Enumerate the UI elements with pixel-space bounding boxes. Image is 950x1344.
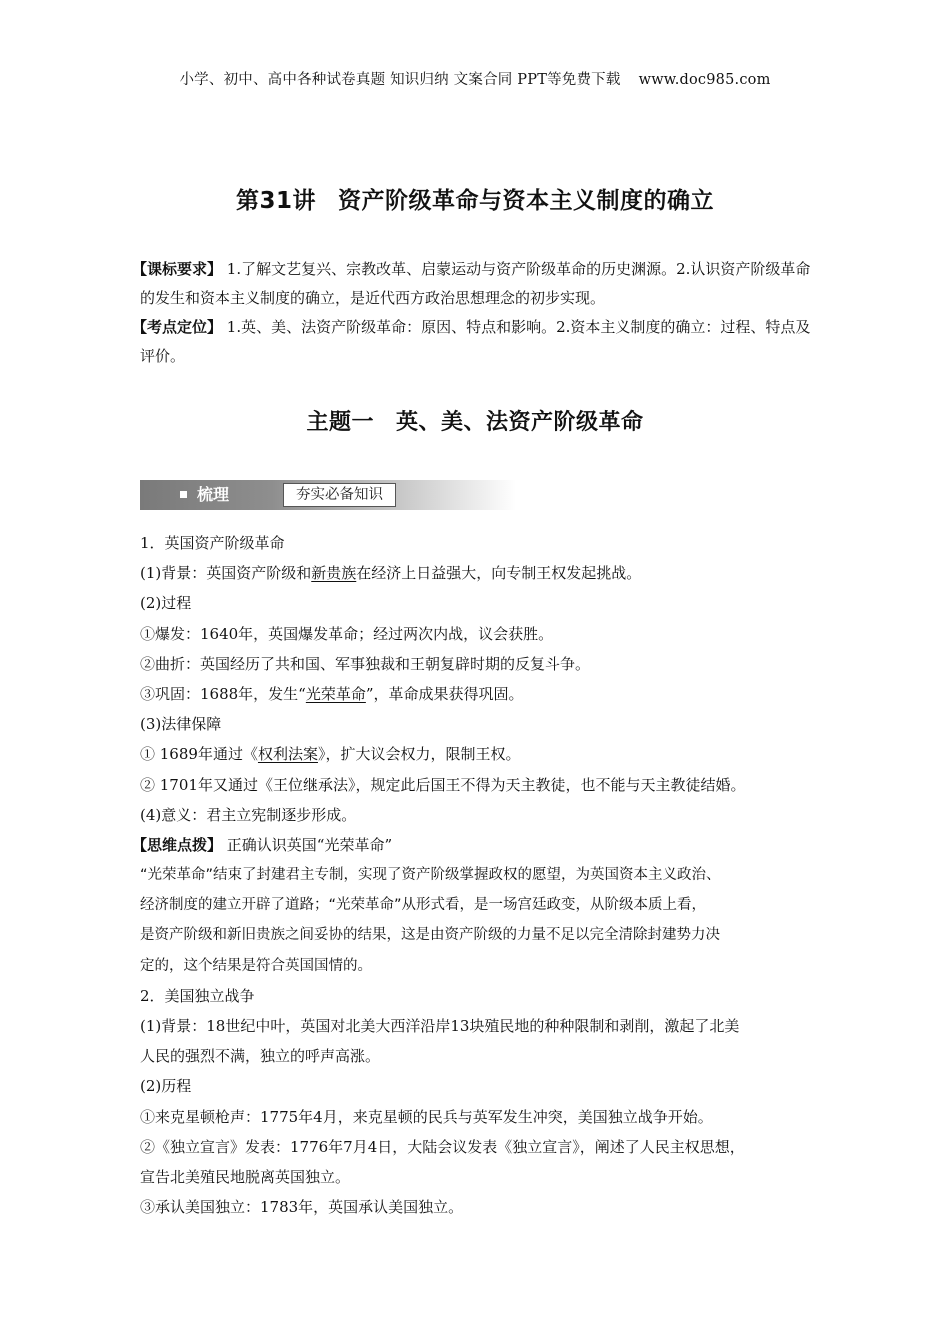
thinking-line-4: 定的，这个结果是符合英国国情的。 — [140, 957, 372, 974]
s1-bg-underlined: 新贵族 — [311, 564, 357, 583]
s2-process-2a: ②《独立宣言》发表：1776年7月4日，大陆会议发表《独立宣言》，阐述了人民主权思想， — [140, 1137, 745, 1156]
lecture-number: 第31讲 — [235, 188, 316, 214]
s2-process-3: ③承认美国独立：1783年，英国承认美国独立。 — [140, 1198, 464, 1217]
section-1-title: 1．英国资产阶级革命 — [140, 534, 285, 552]
s1-bg-text-b: 在经济上日益强大，向专制王权发起挑战。 — [356, 564, 642, 583]
exam-points-text: 1.英、美、法资产阶级革命：原因、特点和影响。2.资本主义制度的确立：过程、特点及评价。 — [140, 318, 811, 365]
thinking-line-1: “光荣革命”结束了封建君主专制，实现了资产阶级掌握政权的愿望，为英国资本主义政治、 — [140, 867, 721, 884]
banner-dark-label — [140, 480, 280, 510]
exam-points-label: 【考点定位】 — [132, 318, 223, 336]
topic-title-text: 英、美、法资产阶级革命 — [396, 410, 644, 435]
main-content — [132, 528, 830, 1222]
s1-significance: (4)意义：君主立宪制逐步形成。 — [140, 805, 357, 824]
s1-l1-underlined: 权利法案 — [257, 745, 318, 764]
header-text: 小学、初中、高中各种试卷真题 知识归纳 文案合同 PPT等免费下载 — [179, 72, 621, 88]
s1-process-2: ②曲折：英国经历了共和国、军事独裁和王朝复辟时期的反复斗争。 — [140, 654, 591, 673]
s1-law-1 — [140, 739, 830, 769]
s1-process-1: ①爆发：1640年，英国爆发革命；经过两次内战，议会获胜。 — [140, 624, 554, 643]
s2-background-1: (1)背景：18世纪中叶，英国对北美大西洋沿岸13块殖民地的种种限制和剥削，激起了北美 — [140, 1017, 740, 1035]
requirements-text: 1.了解文艺复兴、宗教改革、启蒙运动与资产阶级革命的历史渊源。2.认识资产阶级革命的发生和资本主义制度的确立，是近代西方政治思想理念的初步实现。 — [140, 260, 811, 307]
section-banner — [140, 480, 516, 510]
s1-background — [140, 558, 830, 588]
thinking-line-3: 是资产阶级和新旧贵族之间妥协的结果，这是由资产阶级的力量不足以完全清除封建势力决 — [140, 927, 720, 944]
s1-p3-text-b: ”，革命成果获得巩固。 — [365, 684, 524, 703]
s1-bg-text-a: (1)背景：英国资产阶级和 — [140, 564, 312, 583]
topic-title — [0, 405, 950, 436]
lecture-title — [0, 182, 950, 215]
thinking-line-2: 经济制度的建立开辟了道路；“光荣革命”从形式看，是一场宫廷政变，从阶级本质上看， — [140, 897, 707, 914]
s1-p3-text-a: ③巩固：1688年，发生“ — [140, 684, 306, 703]
square-bullet-icon — [180, 491, 187, 498]
banner-light-box: 夯实必备知识 — [283, 483, 396, 507]
s1-l1-text-a: ① 1689年通过《 — [140, 745, 258, 764]
s1-law-heading: (3)法律保障 — [140, 715, 222, 734]
s1-process-3 — [140, 679, 830, 709]
curriculum-requirements — [132, 255, 820, 313]
s2-process-heading: (2)历程 — [140, 1077, 192, 1096]
lecture-title-text: 资产阶级革命与资本主义制度的确立 — [338, 188, 714, 214]
page-header — [0, 68, 950, 89]
s1-p3-underlined: 光荣革命 — [305, 684, 366, 703]
header-url: www.doc985.com — [638, 72, 771, 88]
thinking-tip-title: 正确认识英国“光荣革命” — [226, 835, 393, 854]
thinking-tip — [132, 830, 830, 860]
s2-process-1: ①来克星顿枪声：1775年4月，来克星顿的民兵与英军发生冲突，美国独立战争开始。 — [140, 1107, 713, 1126]
section-2-title: 2．美国独立战争 — [140, 986, 255, 1005]
s1-l1-text-b: 》，扩大议会权力，限制王权。 — [317, 745, 521, 764]
requirements-label: 【课标要求】 — [132, 260, 223, 278]
banner-dark-text: 梳理 — [197, 485, 230, 504]
exam-points — [132, 313, 820, 371]
s1-process-heading: (2)过程 — [140, 594, 192, 613]
s2-process-2b: 宣告北美殖民地脱离英国独立。 — [140, 1167, 351, 1186]
s2-background-2: 人民的强烈不满，独立的呼声高涨。 — [140, 1047, 381, 1066]
topic-prefix: 主题一 — [306, 410, 374, 435]
thinking-tip-label: 【思维点拨】 — [132, 835, 223, 854]
s1-law-2: ② 1701年又通过《王位继承法》，规定此后国王不得为天主教徒，也不能与天主教徒结婚。 — [140, 775, 746, 794]
